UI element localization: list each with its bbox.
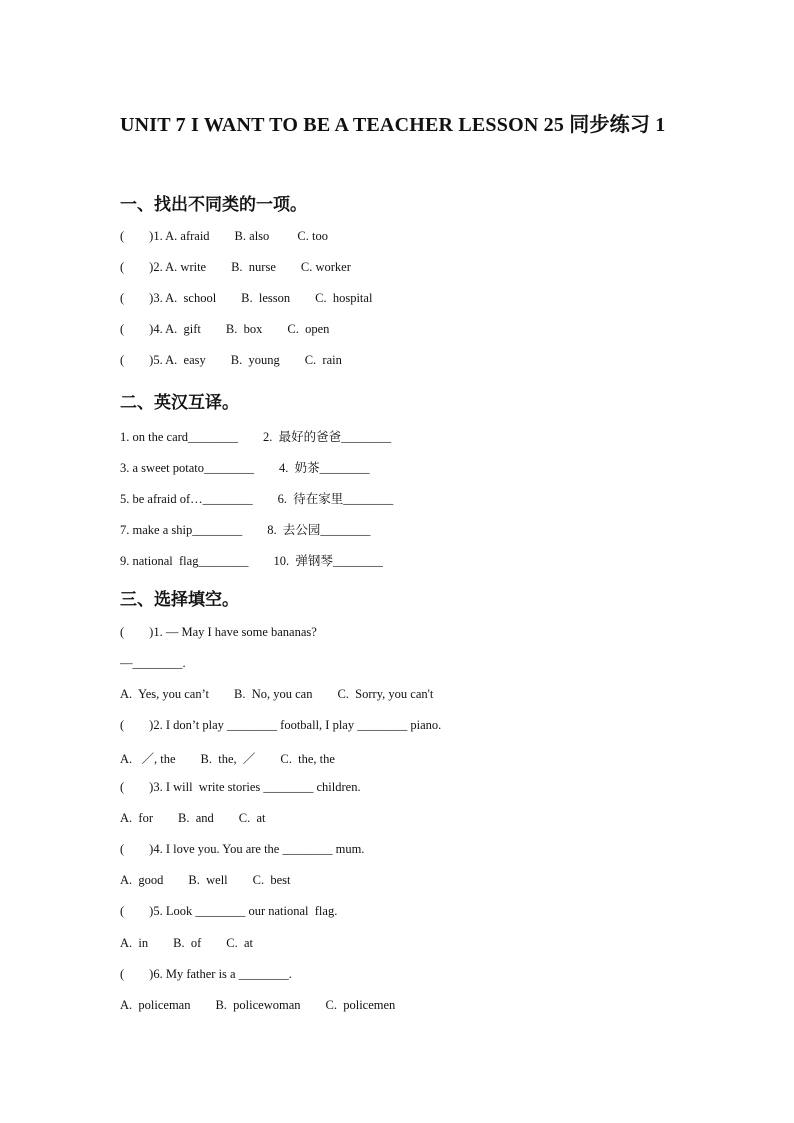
exercise-line: A. Yes, you can’t B. No, you can C. Sorry, you can't bbox=[120, 687, 434, 701]
exercise-line: ( )2. I don’t play ________ football, I play ________ piano. bbox=[120, 718, 442, 732]
exercise-line: ( )4. A. gift B. box C. open bbox=[120, 322, 330, 336]
exercise-line: 3. a sweet potato________ 4. 奶茶________ bbox=[120, 461, 370, 475]
exercise-line: A. good B. well C. best bbox=[120, 873, 291, 887]
exercise-line: A. policeman B. policewoman C. policemen bbox=[120, 998, 396, 1012]
exercise-line: —________. bbox=[120, 656, 186, 670]
exercise-line: ( )2. A. write B. nurse C. worker bbox=[120, 260, 351, 274]
exercise-line: 1. on the card________ 2. 最好的爸爸________ bbox=[120, 430, 392, 444]
exercise-line: A. in B. of C. at bbox=[120, 936, 253, 950]
section-heading-3: 三、选择填空。 bbox=[120, 590, 239, 609]
section-heading-2: 二、英汉互译。 bbox=[120, 393, 239, 412]
exercise-line: ( )3. I will write stories ________ children. bbox=[120, 780, 361, 794]
exercise-line: A. ／, the B. the, ／ C. the, the bbox=[120, 752, 335, 766]
section-heading-1: 一、找出不同类的一项。 bbox=[120, 195, 307, 214]
exercise-line: ( )3. A. school B. lesson C. hospital bbox=[120, 291, 373, 305]
exercise-line: ( )4. I love you. You are the ________ mum. bbox=[120, 842, 365, 856]
exercise-line: 9. national flag________ 10. 弹钢琴________ bbox=[120, 554, 383, 568]
exercise-line: A. for B. and C. at bbox=[120, 811, 266, 825]
exercise-line: ( )5. Look ________ our national flag. bbox=[120, 904, 338, 918]
exercise-line: ( )5. A. easy B. young C. rain bbox=[120, 353, 342, 367]
exercise-line: ( )6. My father is a ________. bbox=[120, 967, 292, 981]
exercise-line: ( )1. A. afraid B. also C. too bbox=[120, 229, 328, 243]
exercise-line: 7. make a ship________ 8. 去公园________ bbox=[120, 523, 371, 537]
page-title: UNIT 7 I WANT TO BE A TEACHER LESSON 25 同步练习 1 bbox=[120, 114, 666, 136]
exercise-line: ( )1. — May I have some bananas? bbox=[120, 625, 317, 639]
exercise-line: 5. be afraid of…________ 6. 待在家里________ bbox=[120, 492, 394, 506]
